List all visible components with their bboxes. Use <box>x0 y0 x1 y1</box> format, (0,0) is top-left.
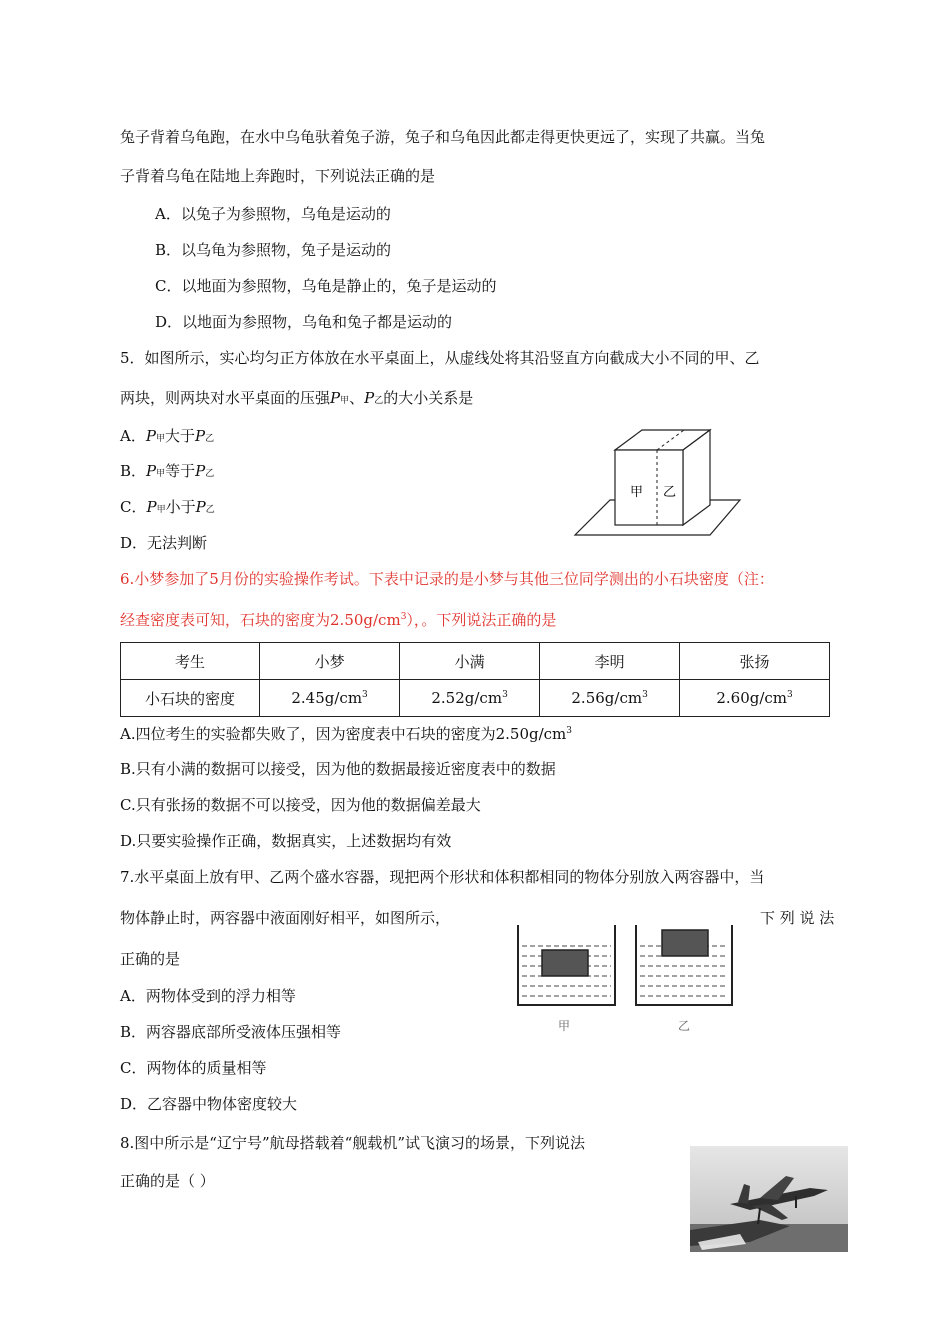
q7-option-c: C．两物体的质量相等 <box>120 1059 267 1077</box>
density-table <box>120 642 830 717</box>
cube-label-jia: 甲 <box>630 485 644 500</box>
intro-option-b: B．以乌龟为参照物，兔子是运动的 <box>155 241 392 259</box>
table-header-cell: 小梦 <box>260 643 400 680</box>
table-row-label: 小石块的密度 <box>121 680 260 717</box>
containers-figure <box>510 920 740 1035</box>
table-cell: $2.56g/cm^3$ <box>540 680 680 717</box>
q7-line-1: 7.水平桌面上放有甲、乙两个盛水容器，现把两个形状和体积都相同的物体分别放入两容器中，当 <box>120 868 765 886</box>
table-row <box>121 680 830 717</box>
table-header-cell: 小满 <box>400 643 540 680</box>
container-label-jia: 甲 <box>558 1019 571 1033</box>
intro-line-2: 子背着乌龟在陆地上奔跑时，下列说法正确的是 <box>120 167 436 185</box>
q5-line-2: 两块，则两块对水平桌面的压强P甲、P乙的大小关系是 <box>120 389 474 407</box>
q7-option-d: D．乙容器中物体密度较大 <box>120 1095 298 1113</box>
q6-line-1: 6.小梦参加了5月份的实验操作考试。下表中记录的是小梦与其他三位同学测出的小石块密度（注： <box>120 570 774 588</box>
q5-option-a: A．P甲大于P乙 <box>120 427 215 445</box>
container-jia <box>518 925 615 1005</box>
q5-option-d: D．无法判断 <box>120 534 208 552</box>
object-yi <box>662 930 708 956</box>
table-header-cell: 张扬 <box>680 643 830 680</box>
table-cell: $2.45g/cm^3$ <box>260 680 400 717</box>
q7-line-2: 物体静止时，两容器中液面刚好相平，如图所示， <box>120 909 451 927</box>
q7-line-3: 正确的是 <box>120 950 181 968</box>
object-jia <box>542 950 588 976</box>
q7-option-b: B．两容器底部所受液体压强相等 <box>120 1023 342 1041</box>
q6-option-b: B.只有小满的数据可以接受，因为他的数据最接近密度表中的数据 <box>120 760 556 778</box>
table-cell: $2.60g/cm^3$ <box>680 680 830 717</box>
intro-option-a: A．以兔子为参照物，乌龟是运动的 <box>155 205 391 223</box>
q6-option-a: A.四位考生的实验都失败了，因为密度表中石块的密度为$2.50g/cm^3$ <box>120 725 573 743</box>
q5-option-b: B．P甲等于P乙 <box>120 462 215 480</box>
table-header-cell: 考生 <box>121 643 260 680</box>
cube-figure <box>570 425 760 540</box>
intro-option-c: C．以地面为参照物，乌龟是静止的，兔子是运动的 <box>155 277 497 295</box>
q7-line-2-right: 下 列 说 法 <box>760 909 835 927</box>
carrier-jet-photo <box>690 1146 848 1252</box>
table-header-cell: 李明 <box>540 643 680 680</box>
q6-option-d: D.只要实验操作正确，数据真实，上述数据均有效 <box>120 832 452 850</box>
intro-line-1: 兔子背着乌龟跑，在水中乌龟驮着兔子游，兔子和乌龟因此都走得更快更远了，实现了共赢。当兔 <box>120 128 766 146</box>
q7-option-a: A．两物体受到的浮力相等 <box>120 987 296 1005</box>
q5-option-c: C．P甲小于P乙 <box>120 498 215 516</box>
container-label-yi: 乙 <box>678 1019 691 1033</box>
q6-option-c: C.只有张扬的数据不可以接受，因为他的数据偏差最大 <box>120 796 481 814</box>
table-header-row <box>121 643 830 680</box>
q5-line-1: 5．如图所示，实心均匀正方体放在水平桌面上，从虚线处将其沿竖直方向截成大小不同的甲、乙 <box>120 349 760 367</box>
q8-line-1: 8.图中所示是“辽宁号”航母搭载着“舰载机”试飞演习的场景，下列说法 <box>120 1134 585 1152</box>
q6-line-2: 经查密度表可知，石块的密度为$2.50g/cm^3$），。下列说法正确的是 <box>120 611 557 629</box>
q8-line-2: 正确的是（ ） <box>120 1172 215 1190</box>
intro-option-d: D．以地面为参照物，乌龟和兔子都是运动的 <box>155 313 453 331</box>
container-yi <box>636 925 732 1005</box>
cube-label-yi: 乙 <box>663 485 677 500</box>
table-cell: $2.52g/cm^3$ <box>400 680 540 717</box>
